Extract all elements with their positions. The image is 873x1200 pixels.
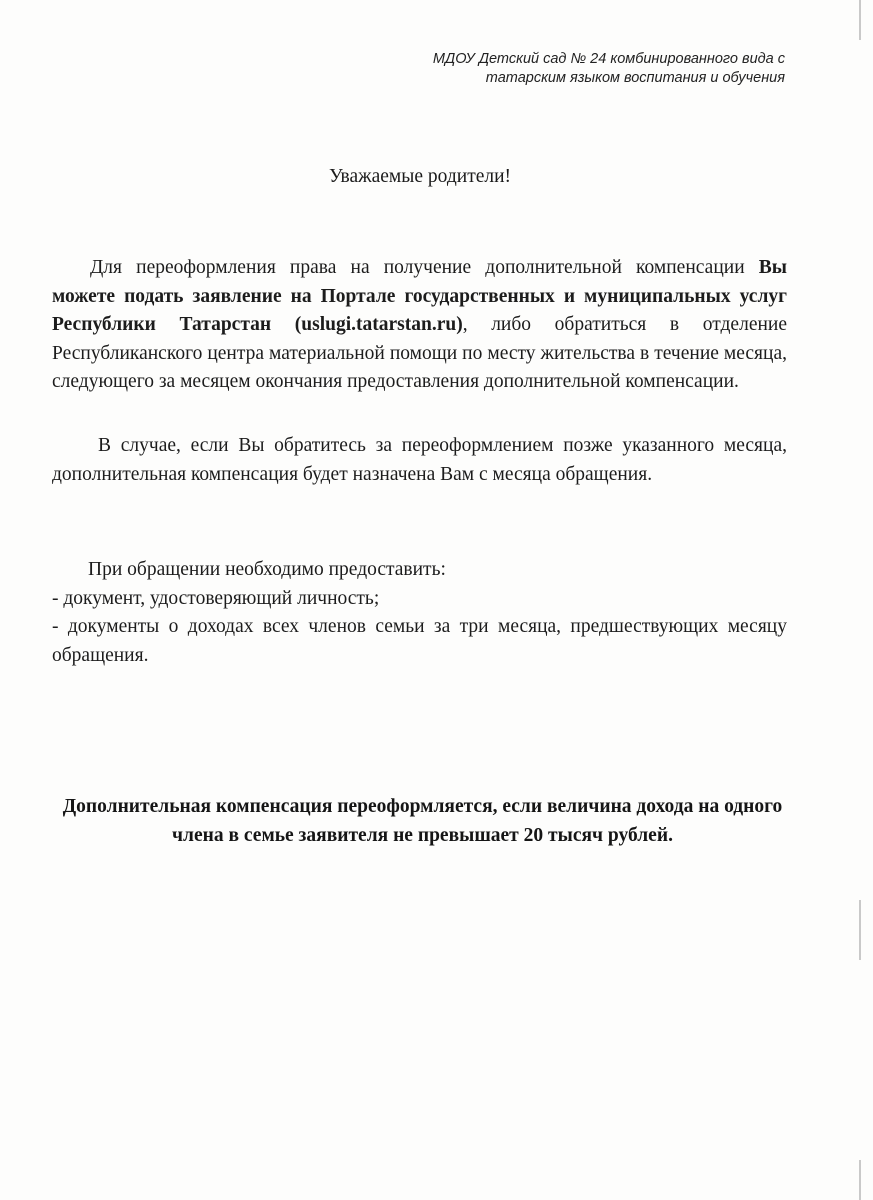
- requirement-item-2: - документы о доходах всех членов семьи за три месяца, предшествующих месяцу обращения.: [52, 616, 787, 666]
- paragraph-late-application: В случае, если Вы обратитесь за переоформлением позже указанного месяца, дополнительная компенсация будет назначена Вам с месяца обращения.: [52, 435, 787, 485]
- scan-edge-mark: [859, 900, 861, 960]
- paragraph-1-bold: Вы можете подать заявление на Портале государственных и муниципальных услуг Республики Татарстан (uslugi.tatarstan.ru): [52, 257, 787, 336]
- requirements-intro: При обращении необходимо предоставить:: [88, 559, 446, 580]
- greeting-title: Уважаемые родители!: [328, 166, 512, 187]
- requirement-item-1: - документ, удостоверяющий личность;: [52, 587, 380, 609]
- requirements-list: [52, 556, 787, 670]
- header-line-1: МДОУ Детский сад № 24 комбинированного вида с: [432, 51, 785, 67]
- scan-edge-mark: [859, 0, 861, 40]
- paragraph-1-rest: , либо обратиться в отделение Республиканского центра материальной помощи по месту жительства в течение месяца, следующего за месяцем окончания предоставления дополнительной компенсации.: [52, 314, 787, 393]
- header-line-2: татарским языком воспитания и обучения: [485, 70, 785, 86]
- institution-header: [365, 50, 785, 88]
- scan-edge-mark: [859, 1160, 861, 1200]
- income-condition-note: Дополнительная компенсация переоформляется, если величина дохода на одного члена в семье заявителя не превышает 20 тысяч рублей.: [62, 796, 783, 846]
- paragraph-portal-info: [52, 254, 787, 397]
- paragraph-1-intro: Для переоформления права на получение дополнительной компенсации: [90, 257, 759, 278]
